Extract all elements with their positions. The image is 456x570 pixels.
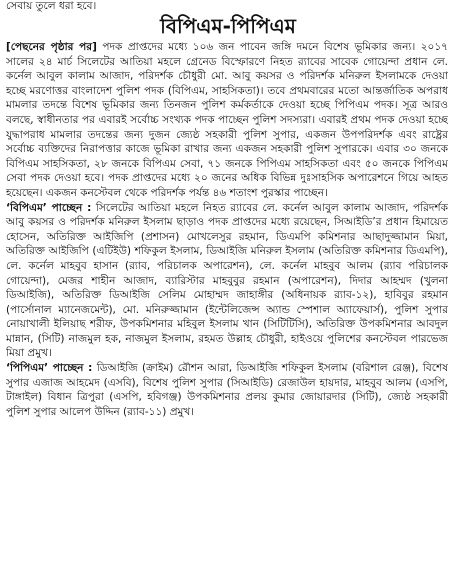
ppm-lead: ‘পিপিএম’ পাচ্ছেন : [6, 362, 93, 375]
article-headline: বিপিএম-পিপিএম [160, 14, 296, 38]
paragraph-ppm [6, 361, 448, 419]
continued-text-line: সেবায় তুলে ধরা হবে। [6, 0, 97, 12]
paragraph-intro-text: পদক প্রাপ্তদের মধ্যে ১০৬ জন পাবেন জঙ্গি দমনে বিশেষ ভূমিকার জন্য। ২০১৭ সালের ২৪ মার্চ সিলেটের আতিয়া মহলে গ্রেনেড বিস্ফোরণে নিহত র‌্যাবের সাবেক গোয়েন্দা প্রধান লে. কর্নেল আবুল কালাম আজাদ, পরিদর্শক চৌধুরী মো. আবু কয়সর ও পরিদর্শক মনিরুল ইসলামকে দেওয়া হচ্ছে মরণোত্তর বাংলাদেশ পুলিশ পদক (বিপিএম, সাহসিকতা)। তবে প্রথমবারের মতো আন্তর্জাতিক অপরাধ মামলার তদন্তে বিশেষ ভূমিকার জন্য তিনজন পুলিশ কর্মকর্তাকে দেওয়া হচ্ছে পিপিএম পদক। সূত্র আরও বলছে, স্বাধীনতার পর এবারই সর্বোচ্চ সংখ্যক পদক পাচ্ছেন পুলিশ সদস্যরা। এবারই প্রথম পদক দেওয়া হচ্ছে যুদ্ধাপরাধ মামলার তদন্তের জন্য দুজন জ্যেষ্ঠ সহকারী পুলিশ সুপার, একজন উপপরিদর্শক এবং রাষ্ট্রের সর্বোচ্চ ব্যক্তিদের নিরাপত্তার কাজে ভূমিকা রাখার জন্য একজন সহকারী পুলিশ সুপারকে। এবার ৩০ জনকে বিপিএম সাহসিকতা, ২৮ জনকে বিপিএম সেবা, ৭১ জনকে পিপিএম সাহসিকতা এবং ৫০ জনকে পিপিএম সেবা পদক দেওয়া হবে। পদক প্রাপ্তদের মধ্যে ২০ জনের অধিক বিভিন্ন দুঃসাহসিক অপারেশনে গিয়ে আহত হয়েছেন। একজন কনস্টেবল থেকে পরিদর্শক পর্যন্ত ৪৬ শতাংশ পুরস্কার পাচ্ছেন। [6, 41, 448, 199]
paragraph-intro [6, 40, 448, 201]
article-body [6, 40, 448, 568]
paragraph-bpm-text: সিলেটের আতিয়া মহলে নিহত র‌্যাবের লে. কর্নেল আবুল কালাম আজাদ, পরিদর্শক আবু কয়সর ও পরিদর্শক মনিরুল ইসলাম ছাড়াও পদক প্রাপ্তদের মধ্যে রয়েছেন, সিআইডি’র প্রধান হিমায়েত হোসেন, অতিরিক্ত আইজিপি (প্রশাসন) মোখলেসুর রহমান, ডিএমপি কমিশনার আছাদুজ্জামান মিয়া, অতিরিক্ত আইজিপি (এটিইউ) শফিকুল ইসলাম, ডিআইজি মনিরুল ইসলাম (অতিরিক্ত কমিশনার ডিএমপি), লে. কর্নেল মাহবুব হাসান (র‌্যাব, পরিচালক অপারেশন), লে. কর্নেল মাহবুব আলম (র‌্যাব পরিচালক গোয়েন্দা), মেজর শাহীন আজাদ, ব্যারিস্টার মাহবুবুর রহমান (অপারেশন), দিদার আহম্মদ (খুলনা ডিআইজি), অতিরিক্ত ডিআইজি সেলিম মোহাম্মদ জাহাঙ্গীর (অধিনায়ক র‌্যাব-১২), হাবিবুর রহমান (পার্সোনাল ম্যানেজমেন্ট), মো. মনিরুজ্জামান (ইন্টেলিজেন্স অ্যান্ড স্পেশাল অ্যাফেয়ার্স), পুলিশ সুপার নোয়াখালী ইলিয়াছ শরীফ, উপকমিশনার মহিবুল ইসলাম খান (সিটিটিসি), অতিরিক্ত উপকমিশনার আবদুল মান্নান, (সিটি) নাজমুল হক, নাজমুল ইসলাম, রহমত উল্লাহ চৌধুরী, হাইওয়ে পুলিশের কনস্টেবল পারভেজ মিয়া প্রমুখ। [6, 201, 448, 360]
continued-from-marker: [পেছনের পৃষ্ঠার পর] [6, 41, 97, 53]
bpm-lead: ‘বিপিএম’ পাচ্ছেন : [6, 201, 92, 214]
paragraph-ppm-text: ডিআইজি (ক্রাইম) রৌশন আরা, ডিআইজি শফিকুল ইসলাম (বরিশাল রেঞ্জ), বিশেষ সুপার এজাজ আহমেদ (এসবি), বিশেষ পুলিশ সুপার (সিআইডি) রেজাউল হায়দার, মাহবুব আলম (এসপি, টাঙ্গাইল) বিধান ত্রিপুরা (এসপি, হবিগঞ্জ) উপকমিশনার প্রলয় কুমার জোয়ারদার (সিটি), জ্যেষ্ঠ সহকারী পুলিশ সুপার আলেপ উদ্দিন (র‌্যাব-১১) প্রমুখ। [6, 362, 448, 418]
paragraph-bpm [6, 201, 448, 362]
